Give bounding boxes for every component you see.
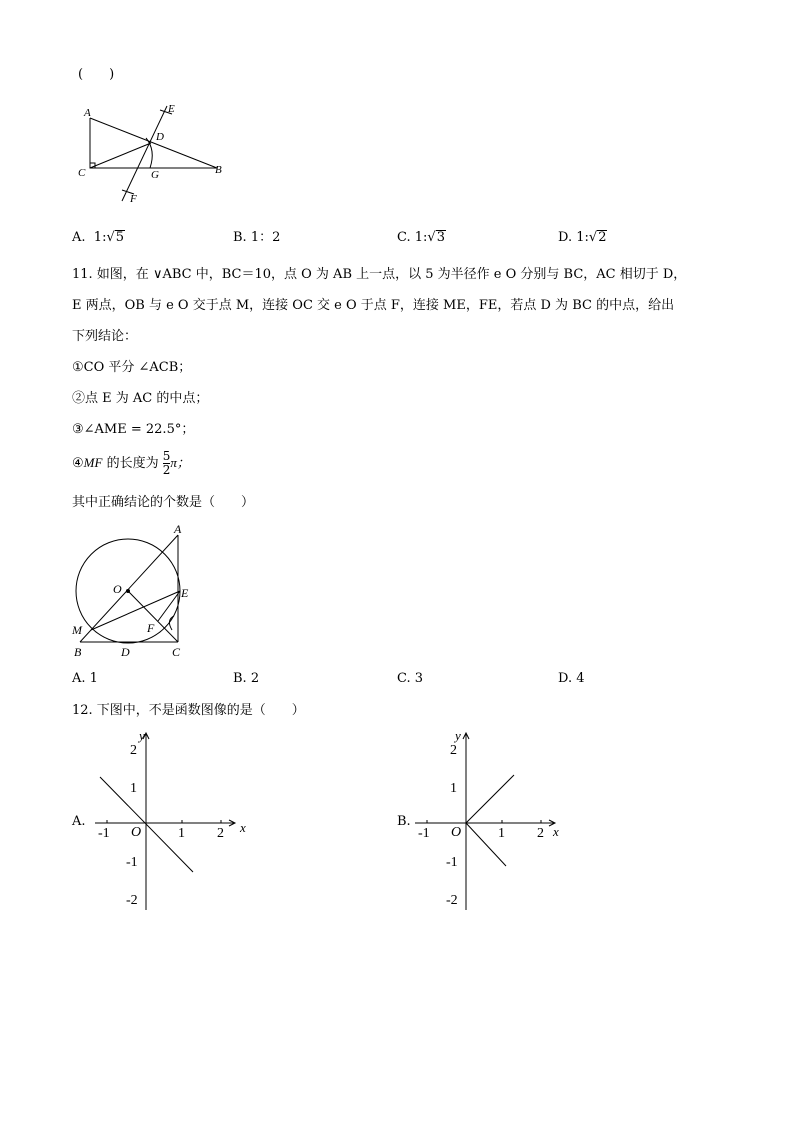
tick-x-1: 1 — [498, 826, 505, 841]
q11-conclusion-3: ③∠AME = 22.5°； — [72, 422, 195, 437]
label-C: C — [78, 167, 86, 179]
label-D: D — [121, 645, 130, 659]
label-B: B — [215, 164, 222, 176]
q11-line1: 11. 如图，在 ∨ABC 中，BC＝10，点 O 为 AB 上一点，以 5 为半径作 e O 分别与 BC，AC 相切于 D， — [72, 267, 687, 282]
q11-conclusion-4: ④MF 的长度为 $\frac{5}{2}$ π； — [72, 449, 190, 477]
tick-y-1: 1 — [450, 781, 457, 796]
label-F: F — [130, 193, 137, 205]
label-B: B — [74, 645, 82, 659]
q12-option-a-label[interactable]: A. — [72, 814, 86, 829]
q12-graph-b — [410, 728, 570, 914]
label-A: A — [84, 107, 91, 119]
origin: O — [451, 825, 462, 840]
tick-y-neg1: -1 — [446, 855, 458, 870]
q10-option-a[interactable]: A. 1:√5 — [72, 230, 125, 245]
tick-y-neg2: -2 — [446, 893, 458, 908]
q11-conclusion-2: ②点 E 为 AC 的中点； — [72, 391, 209, 406]
tick-x-1: 1 — [178, 826, 185, 841]
tick-x-neg1: -1 — [98, 826, 110, 841]
q10-option-d[interactable]: D. 1:√2 — [558, 230, 607, 245]
axis-y: y — [139, 728, 145, 743]
axis-y: y — [455, 728, 461, 743]
axis-x: x — [553, 824, 559, 839]
tick-y-2: 2 — [130, 743, 137, 758]
q11-option-a[interactable]: A. 1 — [72, 671, 98, 686]
label-D: D — [156, 131, 164, 143]
label-E: E — [168, 103, 175, 115]
label-E: E — [181, 586, 189, 600]
q11-option-c[interactable]: C. 3 — [397, 671, 424, 686]
q11-conclusion-1: ①CO 平分 ∠ACB； — [72, 360, 192, 375]
q11-line2: E 两点，OB 与 e O 交于点 M，连接 OC 交 e O 于点 F，连接 ME，FE，若点 D 为 BC 的中点，给出 — [72, 298, 675, 313]
label-A: A — [174, 522, 182, 536]
tick-y-neg2: -2 — [126, 893, 138, 908]
q11-option-b[interactable]: B. 2 — [233, 671, 260, 686]
q12-stem: 12. 下图中，不是函数图像的是（ ） — [72, 703, 305, 718]
q11-option-d[interactable]: D. 4 — [558, 671, 585, 686]
tick-x-2: 2 — [217, 826, 224, 841]
q12-graph-a — [90, 728, 250, 914]
origin: O — [131, 825, 142, 840]
fraction: $\frac{5}{2}$ — [162, 449, 171, 477]
tick-y-1: 1 — [130, 781, 137, 796]
q10-figure — [70, 98, 240, 210]
label-G: G — [151, 169, 159, 181]
q11-figure — [68, 520, 198, 662]
label-M: M — [72, 623, 82, 637]
tick-y-2: 2 — [450, 743, 457, 758]
axis-x: x — [240, 820, 246, 835]
q10-option-b[interactable]: B. 1：2 — [233, 230, 281, 245]
q11-question: 其中正确结论的个数是（ ） — [72, 495, 255, 510]
tick-x-2: 2 — [537, 826, 544, 841]
tick-y-neg1: -1 — [126, 855, 138, 870]
label-C: C — [172, 645, 181, 659]
arc-mf: MF — [83, 455, 103, 470]
label-F: F — [147, 621, 155, 635]
q10-option-c[interactable]: C. 1:√3 — [397, 230, 445, 245]
label-O: O — [113, 582, 122, 596]
q10-paren: ( ) — [78, 67, 115, 82]
q11-line3: 下列结论： — [72, 329, 138, 344]
q12-option-b-label[interactable]: B. — [397, 814, 411, 829]
tick-x-neg1: -1 — [418, 826, 430, 841]
